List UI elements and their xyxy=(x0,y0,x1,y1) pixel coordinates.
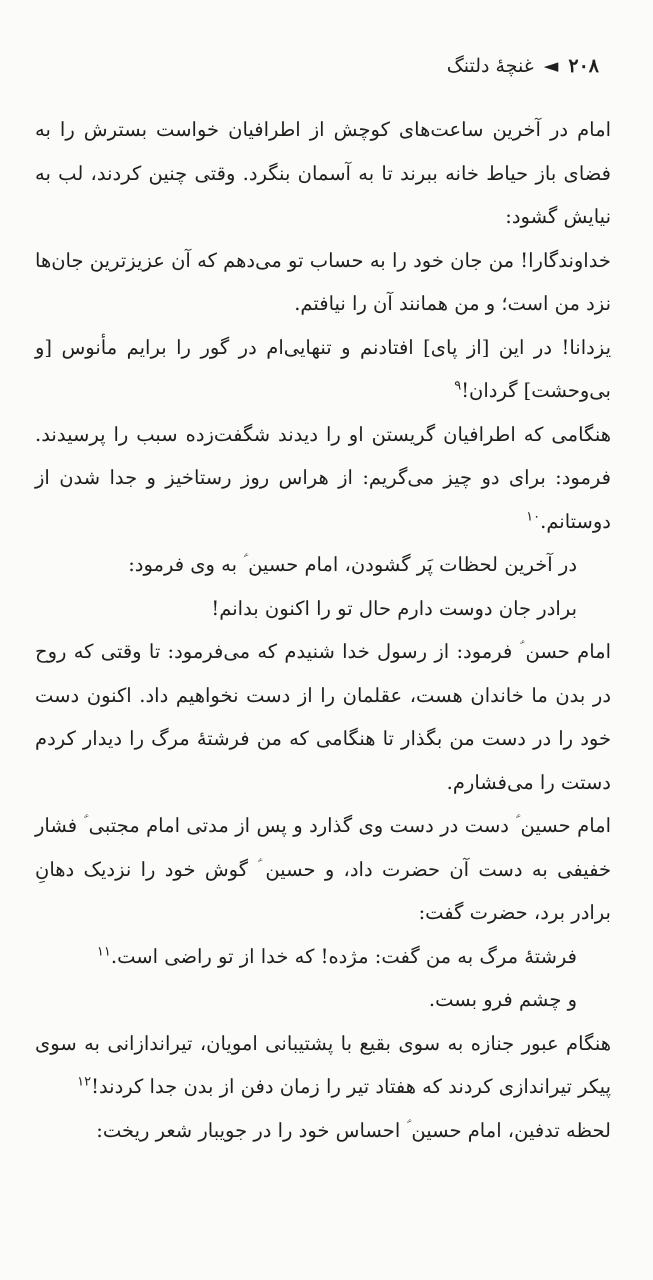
final-moments-paragraph xyxy=(35,543,577,587)
footnote-reference[interactable]: ۱۰ xyxy=(526,509,541,524)
running-head xyxy=(447,52,599,80)
hasan-reply-paragraph xyxy=(35,630,611,804)
paragraph-intro xyxy=(35,108,611,239)
book-title: غنچهٔ دلتنگ xyxy=(446,55,534,77)
paragraph-text: لحظه تدفین، امام حسین ؑ احساس خود را در جویبار شعر ریخت: xyxy=(96,1118,611,1142)
paragraph-text: هنگام عبور جنازه به سوی بقیع با پشتیبانی امویان، تیراندازانی به سوی پیکر تیراندازی کردند که هفتاد تیر را زمان دفن از بدن جدا کردند! xyxy=(35,1031,611,1098)
paragraph-text: امام در آخرین ساعت‌های کوچش از اطرافیان خواست بسترش را به فضای باز حیاط خانه ببرند تا به آسمان بنگرد. وقتی چنین کردند، لب به نیایش گشود: xyxy=(35,118,611,228)
page-body xyxy=(35,108,611,1152)
angel-quote-paragraph xyxy=(35,935,577,979)
page-number: ۲۰۸ xyxy=(568,55,599,77)
paragraph-text: امام حسین ؑ دست در دست وی گذارد و پس از مدتی امام مجتبی ؑ فشار خفیفی به دست آن حضرت داد، و حسین ؑ گوش خود را نزدیک دهانِ برادر برد، حضرت گفت: xyxy=(35,814,611,924)
footnote-reference[interactable]: ۱۲ xyxy=(77,1074,92,1090)
eyes-closed-paragraph xyxy=(35,978,577,1022)
paragraph-text: امام حسن ؑ فرمود: از رسول خدا شنیدم که می‌فرمود: تا وقتی که روح در بدن ما خاندان هست، عقلمان را از دست نخواهیم داد. اکنون دست خود را در دست من بگذار تا هنگامی که من فرشتهٔ مرگ را دیدار کردم دستت را می‌فشارم. xyxy=(35,640,611,794)
paragraph-text: یزدانا! در این [از پای] افتادنم و تنهایی‌ام در گور را برایم مأنوس [و بی‌وحشت] گردان! xyxy=(35,335,611,402)
weeping-paragraph xyxy=(35,413,611,544)
burial-paragraph xyxy=(35,1109,611,1153)
prayer-paragraph-2 xyxy=(35,326,611,413)
footnote-reference[interactable]: ۹ xyxy=(454,378,462,394)
footnote-reference[interactable]: ۱۱ xyxy=(96,944,111,959)
quote-paragraph xyxy=(35,587,577,631)
paragraph-text: خداوندگارا! من جان خود را به حساب تو می‌دهم که آن عزیزترین جان‌ها نزد من است؛ و من همانند آن را نیافتم. xyxy=(35,248,611,315)
paragraph-text: فرشتهٔ مرگ به من گفت: مژده! که خدا از تو راضی است. xyxy=(110,944,577,968)
paragraph-text: هنگامی که اطرافیان گریستن او را دیدند شگفت‌زده سبب را پرسیدند. فرمود: برای دو چیز می‌گریم: از هراس روز رستاخیز و جدا شدن از دوستانم. xyxy=(35,422,611,533)
paragraph-text: و چشم فرو بست. xyxy=(428,988,577,1011)
paragraph-text: در آخرین لحظات پَر گشودن، امام حسین ؑ به وی فرمود: xyxy=(128,553,577,576)
funeral-paragraph xyxy=(35,1022,611,1109)
paragraph-text: برادر جان دوست دارم حال تو را اکنون بدانم! xyxy=(211,596,577,620)
prayer-paragraph-1 xyxy=(35,239,611,326)
header-separator-icon: ◄ xyxy=(543,55,559,77)
hand-paragraph xyxy=(35,804,611,935)
